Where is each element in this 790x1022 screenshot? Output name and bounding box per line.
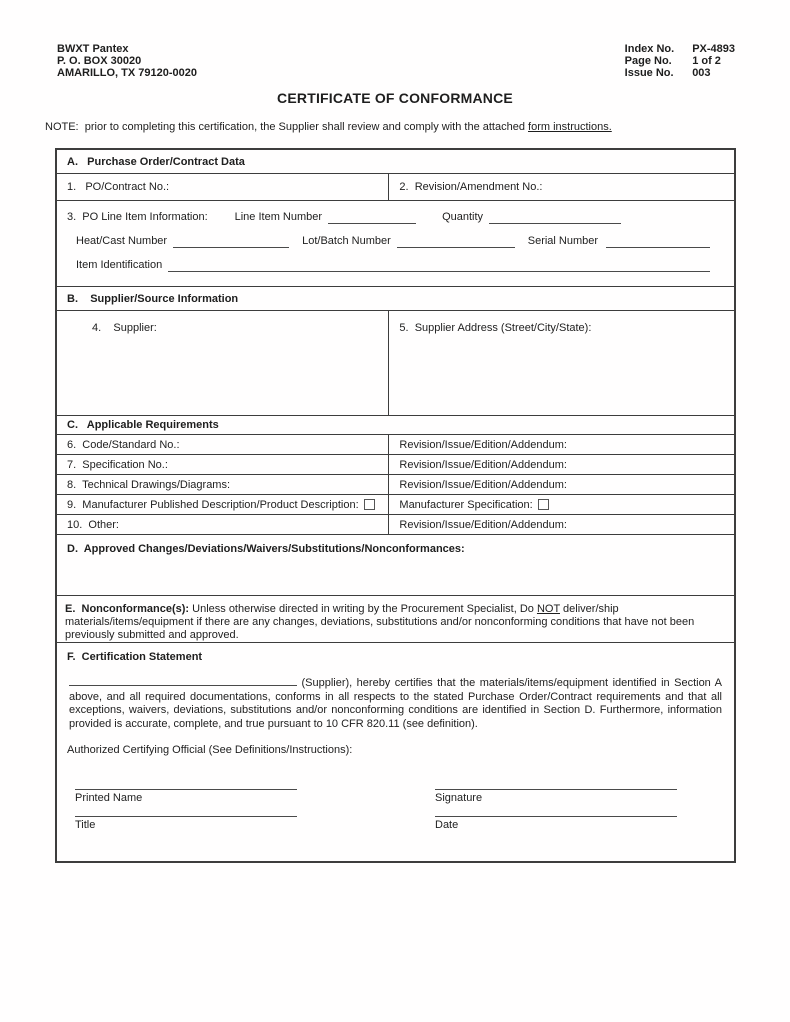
section-a-row-1-2 xyxy=(57,174,734,201)
document-header xyxy=(0,0,790,79)
manufacturer-specification-label: Manufacturer Specification: xyxy=(399,498,533,511)
po-line-item-label: 3. PO Line Item Information: xyxy=(67,211,208,223)
nonconformance-notice xyxy=(57,596,734,643)
section-b-cells xyxy=(57,311,734,416)
item-identification-blank[interactable] xyxy=(168,258,710,272)
code-standard-label: 6. Code/Standard No.: xyxy=(67,438,180,451)
supplier-address-label: 5. Supplier Address (Street/City/State): xyxy=(399,322,592,334)
revision-amendment-label: 2. Revision/Amendment No.: xyxy=(399,181,543,193)
page-no-value: 1 of 2 xyxy=(692,55,721,67)
other-label: 10. Other: xyxy=(67,518,119,531)
po-contract-field[interactable] xyxy=(57,174,389,200)
specification-revision-field[interactable] xyxy=(389,455,734,474)
certification-paragraph xyxy=(69,674,722,731)
technical-drawings-label: 8. Technical Drawings/Diagrams: xyxy=(67,478,231,491)
signature-area xyxy=(67,789,724,843)
nonconformance-not-emphasis: NOT xyxy=(536,603,560,615)
company-address-block xyxy=(57,43,197,79)
revision-amendment-field[interactable] xyxy=(389,174,734,200)
heat-cast-blank[interactable] xyxy=(173,234,289,248)
printed-name-field xyxy=(75,789,297,805)
lot-batch-blank[interactable] xyxy=(397,234,515,248)
specification-revision-label: Revision/Issue/Edition/Addendum: xyxy=(399,458,567,471)
item-identification-row xyxy=(67,258,710,272)
code-standard-revision-label: Revision/Issue/Edition/Addendum: xyxy=(399,438,567,451)
form-instructions-reference: form instructions. xyxy=(528,121,612,133)
signature-label: Signature xyxy=(435,792,483,804)
code-standard-row xyxy=(57,435,734,455)
technical-drawings-row xyxy=(57,475,734,495)
signature-right-column xyxy=(435,789,677,843)
form-box xyxy=(55,148,736,863)
po-contract-label: 1. PO/Contract No.: xyxy=(67,181,170,193)
company-name: BWXT Pantex xyxy=(57,43,129,55)
technical-drawings-revision-label: Revision/Issue/Edition/Addendum: xyxy=(399,478,567,491)
specification-row xyxy=(57,455,734,475)
section-d-header: D. Approved Changes/Deviations/Waivers/Substitutions/Nonconformances: xyxy=(67,543,465,555)
manufacturer-description-field xyxy=(57,495,389,514)
issue-no-label: Issue No. xyxy=(624,67,674,79)
section-b-header: B. Supplier/Source Information xyxy=(57,287,734,311)
supplier-name-blank[interactable] xyxy=(69,674,297,686)
authorized-official-line: Authorized Certifying Official (See Definitions/Instructions): xyxy=(67,744,353,756)
certification-statement-text: (Supplier), hereby certifies that the materials/items/equipment identified in Section A above, and all required documentations, conforms in all respects to the stated Purchase Order/Contract requirements and that all exceptions, waivers, deviations, substitutions and/or nonconforming conditions are identified in Section D. Furthermore, information provided is accurate, complete, and true pursuant to 10 CFR 820.11 (see definition). xyxy=(69,677,722,730)
quantity-blank[interactable] xyxy=(489,210,621,224)
approved-changes-area[interactable] xyxy=(57,535,734,596)
item-identification-label: Item Identification xyxy=(76,259,163,271)
line-item-row xyxy=(67,210,710,224)
section-a-header: A. Purchase Order/Contract Data xyxy=(57,150,734,174)
other-field[interactable] xyxy=(57,515,389,534)
specification-field[interactable] xyxy=(57,455,389,474)
document-info-block xyxy=(625,43,735,79)
other-row xyxy=(57,515,734,535)
title-label: Title xyxy=(75,819,96,831)
technical-drawings-field[interactable] xyxy=(57,475,389,494)
heat-lot-serial-row xyxy=(67,234,710,248)
manufacturer-description-checkbox[interactable] xyxy=(364,499,375,510)
section-f-header: F. Certification Statement xyxy=(67,651,203,663)
specification-label: 7. Specification No.: xyxy=(67,458,168,471)
supplier-label: 4. Supplier: xyxy=(92,322,157,334)
quantity-label: Quantity xyxy=(442,211,484,223)
line-item-number-label: Line Item Number xyxy=(234,211,323,223)
line-item-number-blank[interactable] xyxy=(328,210,416,224)
section-c-header: C. Applicable Requirements xyxy=(57,416,734,435)
date-label: Date xyxy=(435,819,459,831)
certification-statement-area xyxy=(57,643,734,861)
code-standard-revision-field[interactable] xyxy=(389,435,734,454)
section-e-label: E. Nonconformance(s): xyxy=(65,603,190,615)
date-field xyxy=(435,816,677,832)
manufacturer-description-label: 9. Manufacturer Published Description/Product Description: xyxy=(67,498,359,511)
note-label: NOTE: xyxy=(45,121,79,133)
manufacturer-specification-field xyxy=(389,495,734,514)
manufacturer-description-row xyxy=(57,495,734,515)
title-field xyxy=(75,816,297,832)
index-no-label: Index No. xyxy=(624,43,675,55)
supplier-address-field[interactable] xyxy=(389,311,734,415)
other-revision-label: Revision/Issue/Edition/Addendum: xyxy=(399,518,567,531)
manufacturer-specification-checkbox[interactable] xyxy=(538,499,549,510)
nonconformance-text-before: Unless otherwise directed in writing by the Procurement Specialist, Do xyxy=(189,603,537,615)
index-no-value: PX-4893 xyxy=(692,43,735,55)
note-line xyxy=(0,106,790,133)
note-text: prior to completing this certification, the Supplier shall review and comply with the attached xyxy=(78,121,529,133)
page-no-label: Page No. xyxy=(624,55,672,67)
heat-cast-label: Heat/Cast Number xyxy=(76,235,168,247)
supplier-field[interactable] xyxy=(57,311,389,415)
serial-number-label: Serial Number xyxy=(527,235,599,247)
nonconformance-text-after: deliver/ship materials/items/equipment if there are any changes, deviations, substitutions and/or nonconforming conditions that have not been previously submitted and approved. xyxy=(65,603,698,641)
po-line-item-area xyxy=(57,201,734,287)
serial-number-blank[interactable] xyxy=(606,234,710,248)
company-city-state: AMARILLO, TX 79120-0020 xyxy=(57,67,197,79)
technical-drawings-revision-field[interactable] xyxy=(389,475,734,494)
lot-batch-label: Lot/Batch Number xyxy=(302,235,391,247)
company-po-box: P. O. BOX 30020 xyxy=(57,55,142,67)
issue-no-value: 003 xyxy=(692,67,711,79)
page-title: CERTIFICATE OF CONFORMANCE xyxy=(277,90,513,106)
signature-left-column xyxy=(75,789,297,843)
signature-field xyxy=(435,789,677,805)
other-revision-field[interactable] xyxy=(389,515,734,534)
printed-name-label: Printed Name xyxy=(75,792,143,804)
code-standard-field[interactable] xyxy=(57,435,389,454)
